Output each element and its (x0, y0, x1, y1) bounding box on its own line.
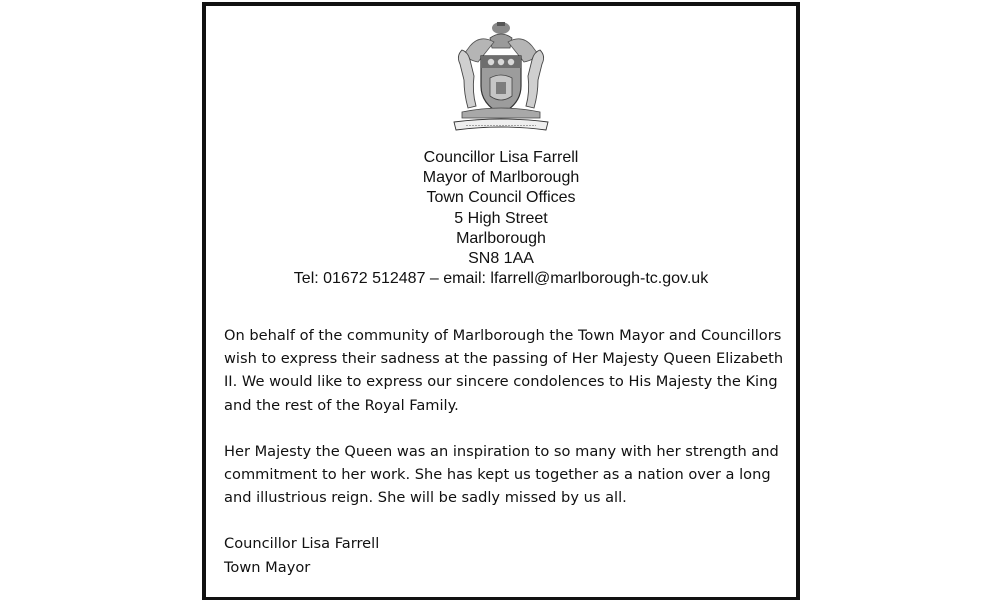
signature-role: Town Mayor (224, 558, 311, 576)
sender-address (206, 148, 796, 289)
signature-block (224, 532, 784, 578)
town-name: Marlborough (456, 229, 546, 247)
office-name: Town Council Offices (426, 189, 576, 207)
body-paragraph-1: On behalf of the community of Marlborough the Town Mayor and Councillors wish to express their sadness at the passing of Her Majesty Queen Elizabeth II. We would like to express our sincere condolences to His Majesty the King and the rest of the Royal Family. (224, 327, 784, 414)
sender-title: Mayor of Marlborough (422, 169, 580, 187)
coat-of-arms-icon (450, 16, 552, 136)
body-paragraph-2: Her Majesty the Queen was an inspiration to so many with her strength and commitment to her work. She has kept us together as a nation over a long and illustrious reign. She will be sadly missed by us all. (224, 442, 779, 507)
sender-name: Councillor Lisa Farrell (423, 149, 579, 166)
street-address: 5 High Street (454, 209, 548, 227)
letter-body (224, 324, 784, 579)
signature-name: Councillor Lisa Farrell (224, 535, 380, 553)
postcode: SN8 1AA (468, 250, 534, 268)
contact-details: Tel: 01672 512487 – email: lfarrell@marlborough-tc.gov.uk (293, 270, 709, 288)
condolence-letter (202, 2, 800, 600)
